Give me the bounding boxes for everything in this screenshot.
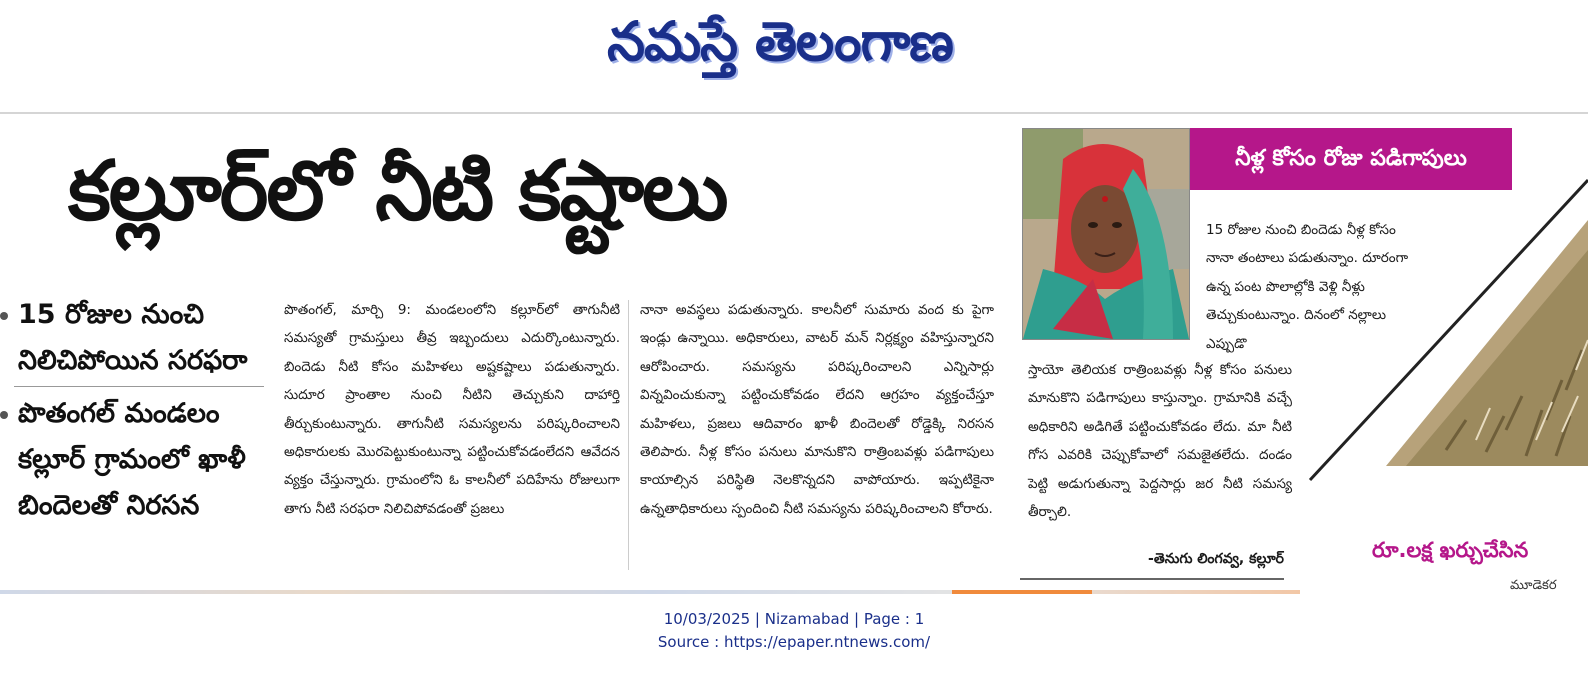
footer-source-link[interactable]: Source : https://epaper.ntnews.com/ — [657, 633, 931, 651]
source-footer — [0, 608, 1588, 654]
highlight-divider — [14, 386, 264, 387]
sidebar-quote-part-1: 15 రోజుల నుంచి బిందెడు నీళ్ల కోసం నానా తంటాలు పడుతున్నాం. దూరంగా ఉన్న పంట పొలాల్లోకి వెళ్లి నీళ్లు తెచ్చుకుంటున్నాం. దినంలో నల్లాలు ఎప్పుడొ — [1206, 222, 1409, 352]
page-edge-strip — [0, 590, 1300, 594]
adjacent-story-headline: రూ.లక్ష ఖర్చుచేసిన — [1372, 538, 1529, 562]
bullet-icon — [0, 312, 8, 320]
highlight-item — [0, 391, 266, 529]
column-divider — [628, 300, 629, 570]
woman-portrait-photo — [1022, 128, 1190, 340]
byline: -తెనుగు లింగవ్వ, కల్లూర్ — [1148, 551, 1284, 567]
highlight-text: పొతంగల్ మండలం కల్లూర్ గ్రామంలో ఖాళీ బిందెలతో నిరసన — [18, 398, 246, 521]
adjacent-story-subline: మూడెకర — [1510, 578, 1557, 593]
byline-divider — [1020, 578, 1284, 580]
article-body-column-2: నానా అవస్థలు పడుతున్నారు. కాలనీలో సుమారు వంద కు పైగా ఇండ్లు ఉన్నాయి. అధికారులు, వాటర్ మన్ నిర్లక్ష్యం వహిస్తున్నారని ఆరోపించారు. సమస్యను పరిష్కరించాలని ఎన్నిసార్లు విన్నవించుకున్నా పట్టించుకోవడం లేదని ఆగ్రహం వ్యక్తంచేస్తూ మహిళలు, ప్రజలు ఆదివారం ఖాళీ బిందెలతో రోడ్డెక్కి నిరసన తెలిపారు. నీళ్ల కోసం పనులు మానుకొని రాత్రింబవళ్లు పడిగాపులు కాయాల్సిన పరిస్థితి నెలకొన్నదని వాపోయారు. ఇప్పటికైనా ఉన్నతాధికారులు స్పందించి నీటి సమస్యను పరిష్కరించాలని కోరారు. — [640, 302, 994, 517]
newspaper-logo: నమస్తే తెలంగాణ — [607, 10, 953, 73]
orange-accent-strip — [952, 590, 1092, 594]
masthead-divider — [0, 112, 1588, 114]
masthead — [0, 0, 1588, 112]
bullet-icon — [0, 411, 8, 419]
article-headline: కల్లూర్‌లో నీటి కష్టాలు — [68, 144, 727, 239]
highlights-box — [0, 292, 266, 529]
sidebar-tag: నీళ్ల కోసం రోజు పడిగాపులు — [1190, 128, 1512, 190]
crop-field-photo — [1386, 220, 1588, 466]
highlight-item — [0, 292, 266, 384]
highlight-text: 15 రోజుల నుంచి నిలిచిపోయిన సరఫరా — [18, 299, 248, 376]
sidebar-quote-part-2: స్తాయో తెలియక రాత్రింబవళ్లు నీళ్ల కోసం పనులు మానుకొని పడిగాపులు కాస్తున్నాం. గ్రామానికి వచ్చే అధికారిని అడిగితే పట్టించుకోవడం లేదు. మా నీటి గోస ఎవరికి చెప్పుకోవాలో సమజైతలేదు. దండం పెట్టి అడుగుతున్నా పెద్దసార్లు జర నీటి సమస్య తీర్చాలి. — [1028, 362, 1292, 521]
article-body-column-1: పొతంగల్, మార్చి 9: మండలంలోని కల్లూర్‌లో తాగునీటి సమస్యతో గ్రామస్తులు తీవ్ర ఇబ్బందులు ఎదుర్కొంటున్నారు. బిందెడు నీటి కోసం మహిళలు అష్టకష్టాలు పడుతున్నారు. సుదూర ప్రాంతాల నుంచి నీటిని తెచ్చుకుని దాహార్తి తీర్చుకుంటున్నారు. తాగునీటి సమస్యలను పరిష్కరించాలని అధికారులకు మొరపెట్టుకుంటున్నా పట్టించుకోవడంలేదని ఆవేదన వ్యక్తం చేస్తున్నారు. గ్రామంలోని ఓ కాలనీలో పదిహేను రోజులుగా తాగు నీటి సరఫరా నిలిచిపోవడంతో ప్రజలు — [284, 302, 620, 517]
footer-date-page: 10/03/2025 | Nizamabad | Page : 1 — [663, 610, 925, 628]
